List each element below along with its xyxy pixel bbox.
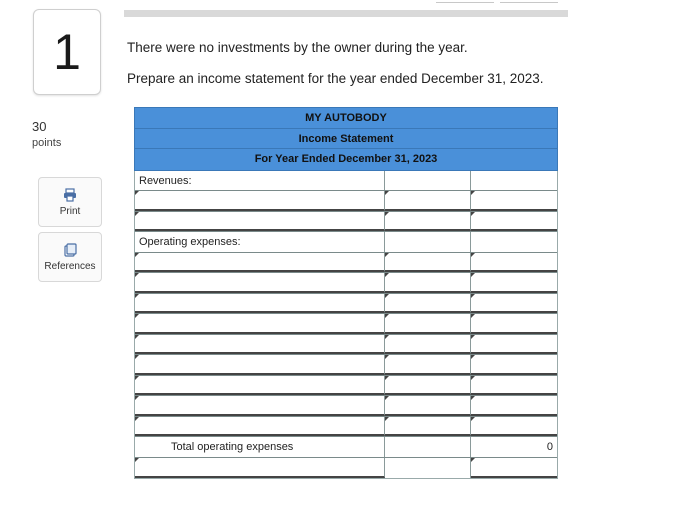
references-label: References [44, 260, 96, 272]
expense-account-input[interactable] [135, 355, 385, 375]
table-row [135, 294, 557, 315]
table-row [135, 171, 557, 192]
revenue-account-input[interactable] [135, 191, 385, 211]
expense-amount-input[interactable] [385, 355, 471, 375]
progress-bar [124, 10, 568, 17]
print-label: Print [59, 205, 81, 217]
company-name: MY AUTOBODY [135, 108, 557, 129]
label-cell [135, 232, 385, 252]
points-value: 30 [32, 119, 47, 134]
instruction-text: Prepare an income statement for the year ended December 31, 2023. [127, 71, 544, 86]
table-row [135, 191, 557, 212]
empty-cell [385, 171, 471, 191]
table-row [135, 335, 557, 356]
expense-account-input[interactable] [135, 396, 385, 416]
income-statement-table [134, 107, 558, 479]
expense-total-input[interactable] [471, 335, 557, 355]
expense-amount-input[interactable] [385, 396, 471, 416]
empty-cell [385, 458, 471, 479]
expense-amount-input[interactable] [385, 253, 471, 273]
revenue-total-input[interactable] [471, 191, 557, 211]
expense-total-input[interactable] [471, 396, 557, 416]
print-button[interactable] [38, 177, 102, 227]
statement-header [134, 107, 558, 171]
expense-account-input[interactable] [135, 273, 385, 293]
empty-cell [471, 232, 557, 252]
table-row [135, 212, 557, 233]
expense-amount-input[interactable] [385, 273, 471, 293]
expense-amount-input[interactable] [385, 294, 471, 314]
revenues-label: Revenues: [139, 174, 192, 187]
expense-total-input[interactable] [471, 417, 557, 437]
progress-segment [436, 2, 494, 3]
label-cell [135, 171, 385, 191]
revenue-amount-input[interactable] [385, 191, 471, 211]
table-row [135, 273, 557, 294]
expense-amount-input[interactable] [385, 417, 471, 437]
table-row [135, 417, 557, 438]
total-cell [471, 437, 557, 457]
net-income-value-input[interactable] [471, 458, 557, 479]
table-row [135, 376, 557, 397]
table-row [135, 232, 557, 253]
table-row [135, 314, 557, 335]
question-number[interactable]: 1 [33, 9, 101, 95]
expense-account-input[interactable] [135, 314, 385, 334]
expense-account-input[interactable] [135, 253, 385, 273]
expense-account-input[interactable] [135, 376, 385, 396]
progress-segment [500, 2, 558, 3]
expense-total-input[interactable] [471, 273, 557, 293]
revenue-amount-input[interactable] [385, 212, 471, 232]
revenue-total-input[interactable] [471, 212, 557, 232]
table-row [135, 437, 557, 458]
label-cell [135, 437, 385, 457]
expense-amount-input[interactable] [385, 314, 471, 334]
statement-title: Income Statement [135, 129, 557, 150]
expense-amount-input[interactable] [385, 376, 471, 396]
expense-account-input[interactable] [135, 417, 385, 437]
references-icon [63, 243, 77, 257]
empty-cell [385, 437, 471, 457]
references-button[interactable] [38, 232, 102, 282]
expense-total-input[interactable] [471, 253, 557, 273]
operating-expenses-label: Operating expenses: [139, 236, 241, 248]
statement-grid [134, 171, 558, 480]
table-row [135, 458, 557, 479]
table-row [135, 396, 557, 417]
points-label: points [32, 137, 62, 149]
expense-amount-input[interactable] [385, 335, 471, 355]
print-icon [63, 188, 77, 202]
expense-total-input[interactable] [471, 376, 557, 396]
empty-cell [385, 232, 471, 252]
revenue-account-input[interactable] [135, 212, 385, 232]
total-operating-expenses-label: Total operating expenses [171, 441, 294, 453]
expense-total-input[interactable] [471, 314, 557, 334]
expense-account-input[interactable] [135, 335, 385, 355]
instruction-text: There were no investments by the owner during the year. [127, 40, 468, 55]
expense-total-input[interactable] [471, 355, 557, 375]
statement-period: For Year Ended December 31, 2023 [254, 153, 438, 165]
net-income-label-input[interactable] [135, 458, 385, 479]
table-row [135, 253, 557, 274]
points-info [32, 119, 61, 151]
empty-cell [471, 171, 557, 191]
expense-account-input[interactable] [135, 294, 385, 314]
table-row [135, 355, 557, 376]
expense-total-input[interactable] [471, 294, 557, 314]
total-operating-expenses-value: 0 [546, 441, 553, 453]
